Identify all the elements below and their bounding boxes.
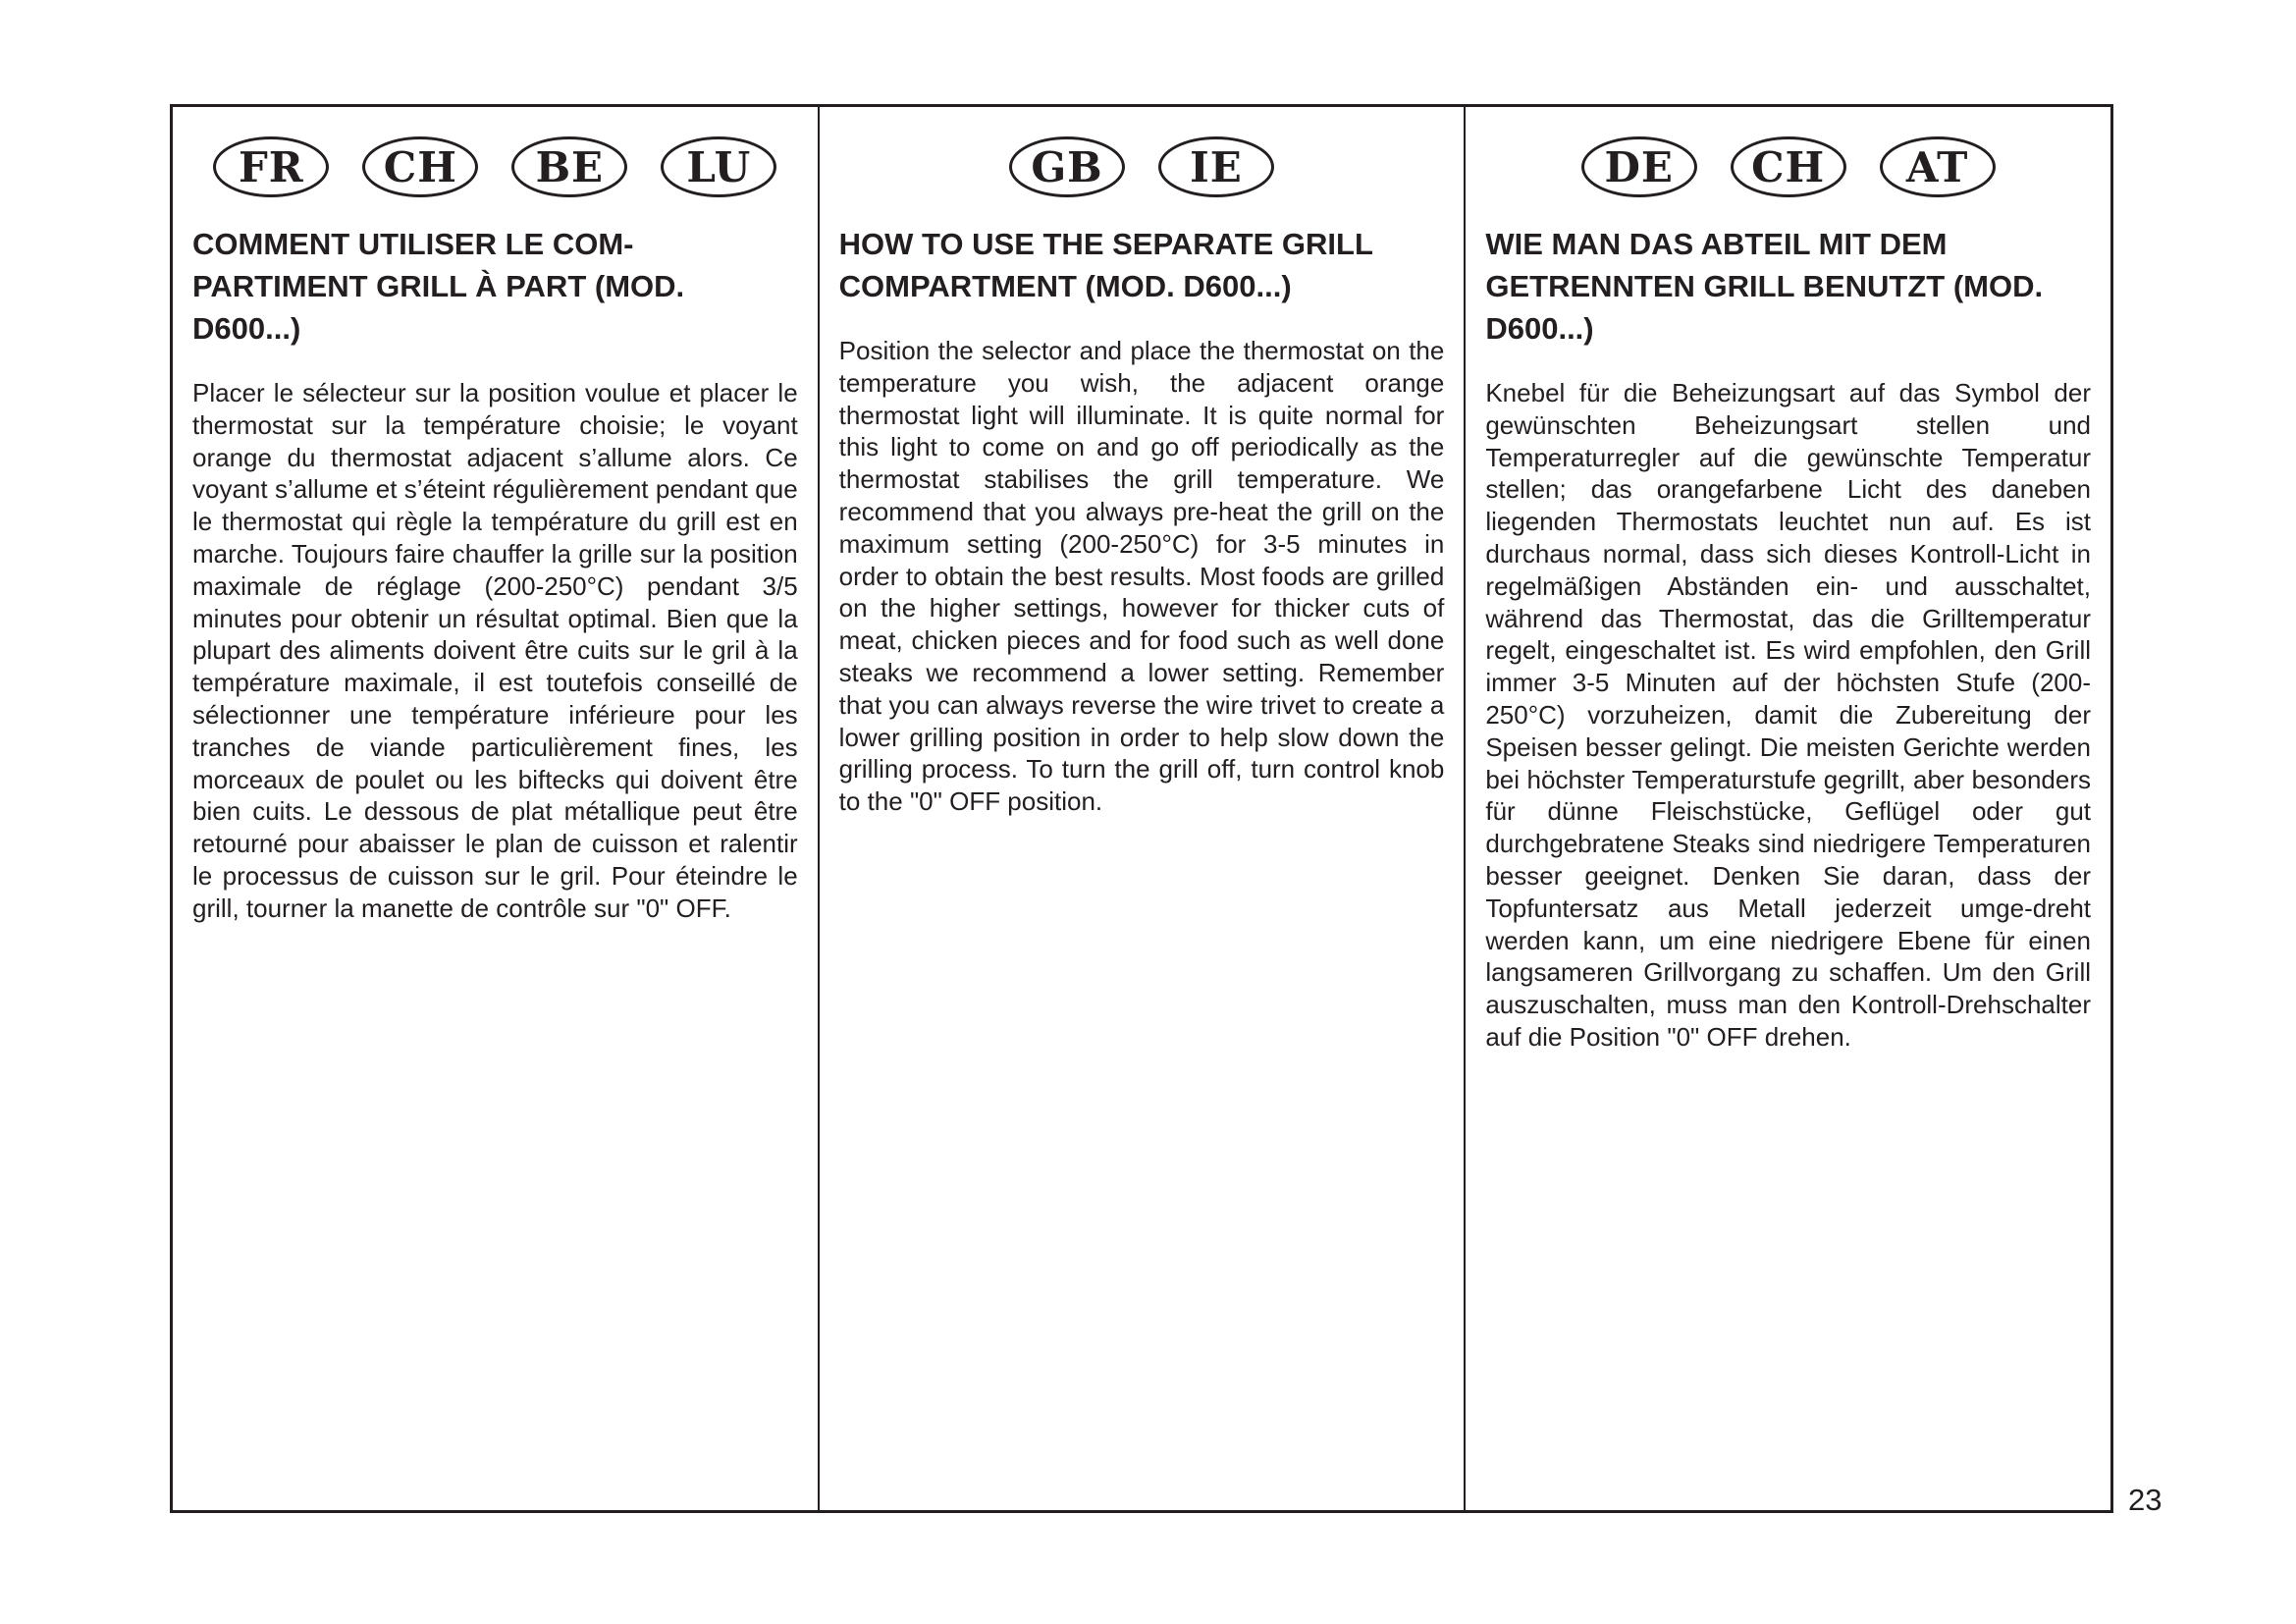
section-heading: HOW TO USE THE SEPARATE GRILL COMPARTMENT (MOD. D600...): [838, 227, 1373, 303]
country-badge-be: BE: [511, 136, 627, 197]
section-body: Position the selector and place the thermostat on the temperature you wish, the adjacent orange thermostat light will illuminate. It is quite normal for this light to come on and go off periodically as the thermostat stabilises the grill temperature. We recommend that you always pre-heat the grill on the maximum setting (200-250°C) for 3-5 minutes in order to obtain the best results. Most foods are grilled on the higher settings, however for thicker cuts of meat, chicken pieces and for food such as well done steaks we recommend a lower setting. Remember that you can always reverse the wire trivet to create a lower grilling position in order to help slow down the grilling process. To turn the grill off, turn control knob to the "0" OFF position.: [838, 336, 1445, 817]
content-frame: [170, 104, 2113, 1513]
section-body: Placer le sélecteur sur la position voulue et placer le thermostat sur la température choisie; le voyant orange du thermostat adjacent s’allume alors. Ce voyant s’allume et s’éteint régulièrement pendant que le thermostat qui règle la température du grill est en marche. Toujours faire chauffer la grille sur la position maximale de réglage (200-250°C) pendant 3/5 minutes pour obtenir un résultat optimal. Bien que la plupart des aliments doivent être cuits sur le gril à la température maximale, il est toutefois conseillé de sélectionner une température inférieure pour les tranches de viande particulièrement fines, les morceaux de poulet ou les biftecks qui doivent être bien cuits. Le dessous de plat métallique peut être retourné pour abaisser le plan de cuisson et ralentir le processus de cuisson sur le gril. Pour éteindre le grill, tourner la manette de contrôle sur "0" OFF.: [192, 378, 798, 923]
section-heading: WIE MAN DAS ABTEIL MIT DEM GETRENNTEN GRILL BENUTZT (MOD. D600...): [1485, 227, 2044, 346]
country-badge-gb: GB: [1009, 136, 1125, 197]
country-badges: [192, 136, 798, 201]
country-badge-lu: LU: [661, 136, 776, 197]
column-german: [1466, 107, 2110, 1510]
country-badges: [839, 136, 1445, 201]
country-badge-de: DE: [1581, 136, 1697, 197]
country-badge-ch: CH: [362, 136, 478, 197]
country-badges: [1485, 136, 2091, 201]
section-body: Knebel für die Beheizungsart auf das Symbol der gewünschten Beheizungsart stellen und Temperaturregler auf die gewünschte Temperatur stellen; das orangefarbene Licht des daneben liegenden Thermostats leuchtet nun auf. Es ist durchaus normal, dass sich dieses Kontroll-Licht in regelmäßigen Abständen ein- und ausschaltet, während das Thermostat, das die Grilltemperatur regelt, eingeschaltet ist. Es wird empfohlen, den Grill immer 3-5 Minuten auf der höchsten Stufe (200-250°C) vorzuheizen, damit die Zubereitung der Speisen besser gelingt. Die meisten Gerichte werden bei höchster Temperaturstufe gegrillt, aber besonders für dünne Fleischstücke, Geflügel oder gut durchgebratene Steaks sind niedrigere Temperaturen besser geeignet. Denken Sie daran, dass der Topfuntersatz aus Metall jederzeit umge-dreht werden kann, um eine niedrigere Ebene für einen langsameren Grillvorgang zu schaffen. Um den Grill auszuschalten, muss man den Kontroll-Drehschalter auf die Position "0" OFF drehen.: [1485, 378, 2092, 1052]
page-number: 23: [2128, 1483, 2163, 1517]
country-badge-ie: IE: [1158, 136, 1274, 197]
country-badge-ch: CH: [1731, 136, 1846, 197]
country-badge-fr: FR: [213, 136, 329, 197]
column-english: [820, 107, 1467, 1510]
country-badge-at: AT: [1880, 136, 1996, 197]
column-french: [173, 107, 820, 1510]
section-heading: COMMENT UTILISER LE COM-PARTIMENT GRILL À PART (MOD. D600...): [192, 227, 685, 346]
